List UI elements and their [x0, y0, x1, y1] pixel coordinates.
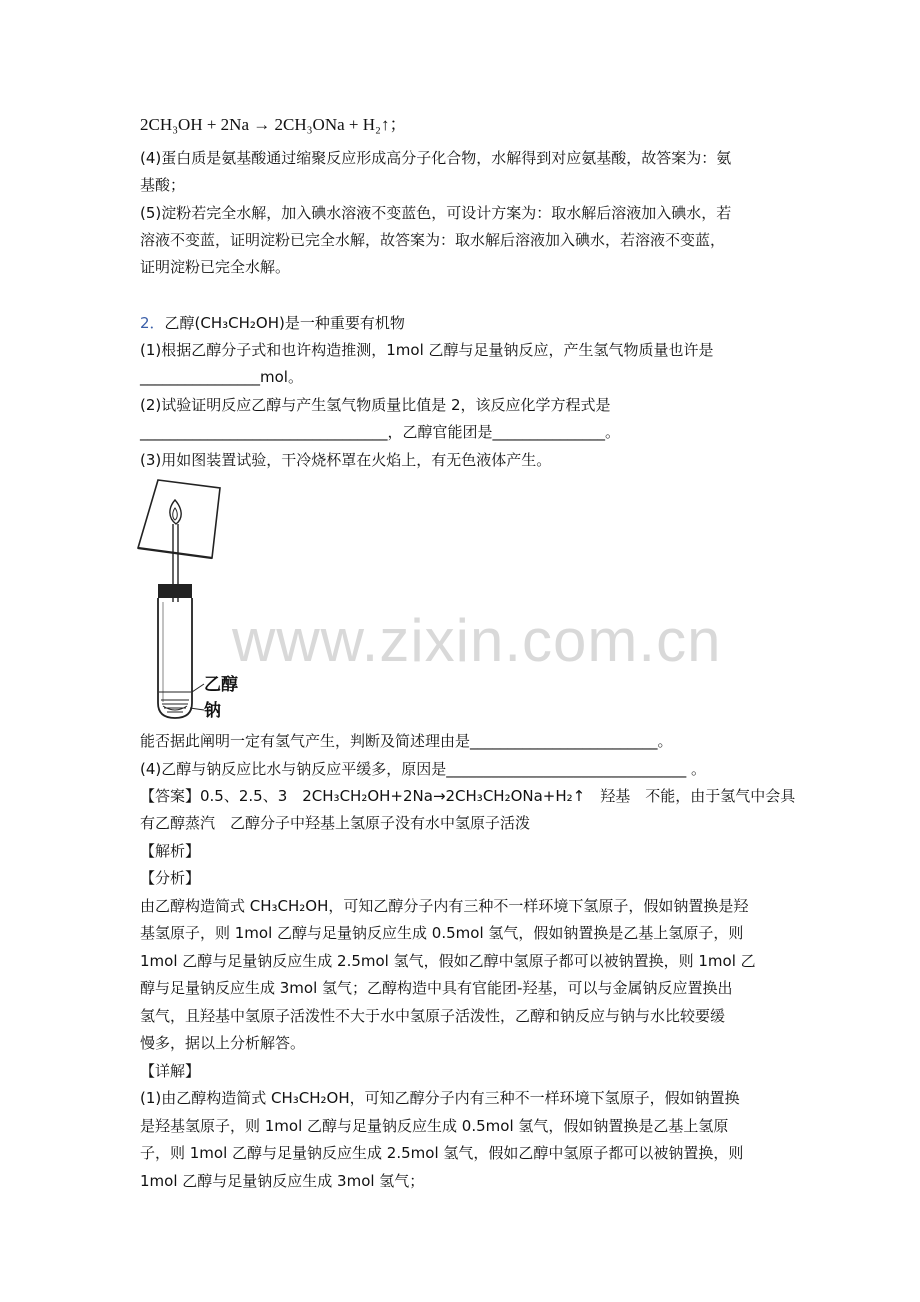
- xiangjie-line1: (1)由乙醇构造简式 CH₃CH₂OH，可知乙醇分子内有三种不一样环境下氢原子，假如钠置换: [140, 1089, 740, 1107]
- xiangjie-line3: 子，则 1mol 乙醇与足量钠反应生成 2.5mol 氢气，假如乙醇中氢原子都可以被钠置换，则: [140, 1144, 744, 1162]
- item4-line1: (4)蛋白质是氨基酸通过缩聚反应形成高分子化合物，水解得到对应氨基酸，故答案为：氨: [140, 149, 732, 167]
- q1-line2: ________________mol。: [140, 368, 303, 386]
- xiangjie-line2: 是羟基氢原子，则 1mol 乙醇与足量钠反应生成 0.5mol 氢气，假如钠置换是乙基上氢原: [140, 1117, 729, 1135]
- q2-line2: _________________________________，乙醇官能团是_______________。: [140, 423, 621, 441]
- q1-line1: (1)根据乙醇分子式和也许构造推测，1mol 乙醇与足量钠反应，产生氢气物质量也许是: [140, 341, 714, 359]
- fenxi-line6: 慢多，据以上分析解答。: [140, 1034, 306, 1052]
- q3-line2: 能否据此阐明一定有氢气产生，判断及简述理由是_________________________。: [140, 732, 673, 750]
- fenxi-line5: 氢气，且羟基中氢原子活泼性不大于水中氢原子活泼性，乙醇和钠反应与钠与水比较要缓: [140, 1007, 726, 1025]
- question-number: 2．: [140, 314, 165, 332]
- fenxi-line2: 基氢原子，则 1mol 乙醇与足量钠反应生成 0.5mol 氢气，假如钠置换是乙基上氢原子，则: [140, 924, 744, 942]
- fenxi-line3: 1mol 乙醇与足量钠反应生成 2.5mol 氢气，假如乙醇中氢原子都可以被钠置换，则 1mol 乙: [140, 952, 756, 970]
- item4-line2: 基酸；: [140, 176, 186, 194]
- question-title: 乙醇(CH₃CH₂OH)是一种重要有机物: [164, 314, 405, 332]
- q3-line1: (3)用如图装置试验，干冷烧杯罩在火焰上，有无色液体产生。: [140, 451, 552, 469]
- beaker-icon: [138, 480, 220, 558]
- answer-line1: 【答案】0.5、2.5、3 2CH₃CH₂OH+2Na→2CH₃CH₂ONa+H₂↑ 羟基 不能，由于氢气中会具: [140, 787, 796, 805]
- item5-line2: 溶液不变蓝，证明淀粉已完全水解，故答案为：取水解后溶液加入碘水，若溶液不变蓝，: [140, 231, 726, 249]
- q2-line1: (2)试验证明反应乙醇与产生氢气物质量比值是 2，该反应化学方程式是: [140, 396, 611, 414]
- answer-line2: 有乙醇蒸汽 乙醇分子中羟基上氢原子没有水中氢原子活泼: [140, 814, 531, 832]
- item5-line3: 证明淀粉已完全水解。: [140, 258, 291, 276]
- equation-line: 2CH₃OH + 2Na → 2CH₃ONa + H₂↑；: [140, 115, 407, 134]
- test-tube-icon: [158, 598, 204, 718]
- stopper-icon: [158, 584, 192, 598]
- fenxi-label: 【分析】: [140, 869, 201, 887]
- flame-icon: [170, 500, 181, 524]
- xiangjie-label: 【详解】: [140, 1062, 201, 1080]
- question-title-line: [140, 310, 405, 336]
- figure-label-ethanol: 乙醇: [204, 675, 238, 695]
- xiangjie-line4: 1mol 乙醇与足量钠反应生成 3mol 氢气；: [140, 1172, 425, 1190]
- jiexi-label: 【解析】: [140, 842, 201, 860]
- fenxi-line4: 醇与足量钠反应生成 3mol 氢气；乙醇构造中具有官能团-羟基，可以与金属钠反应置换出: [140, 979, 733, 997]
- watermark-text: www.zixin.com.cn: [232, 607, 722, 674]
- fenxi-line1: 由乙醇构造简式 CH₃CH₂OH，可知乙醇分子内有三种不一样环境下氢原子，假如钠置换是羟: [140, 897, 749, 915]
- item5-line1: (5)淀粉若完全水解，加入碘水溶液不变蓝色，可设计方案为：取水解后溶液加入碘水，若: [140, 204, 732, 222]
- figure-label-sodium: 钠: [204, 701, 221, 721]
- q4-line1: (4)乙醇与钠反应比水与钠反应平缓多，原因是________________________________ 。: [140, 760, 707, 778]
